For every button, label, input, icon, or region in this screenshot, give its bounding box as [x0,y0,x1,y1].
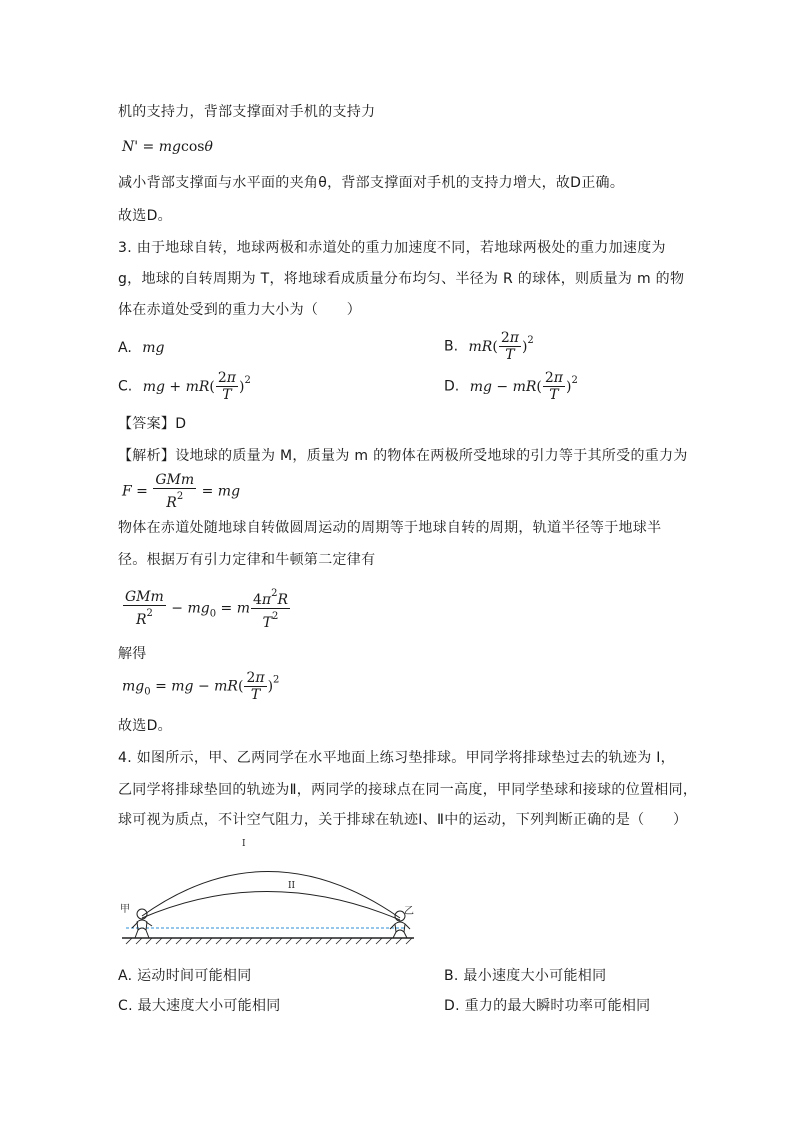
q3-stem-line-2: g，地球的自转周期为 T，将地球看成质量分布均匀、半径为 R 的球体，则质量为 m 的物 [118,271,685,287]
text-line-choose-d-1: 故选D。 [118,208,172,224]
q3-option-b-label: B. [444,338,459,355]
q3-stem-line-3: 体在赤道处受到的重力大小为（ ） [118,302,362,318]
equation-gravity-at-poles: F = $\frac{\text{GMm}}{R^2}$ = mg [122,472,241,511]
label-trajectory-1: I [242,839,246,849]
ground-hatching [126,938,412,944]
q3-option-c: C. mg + mR( $\frac{2\pi}{T}$ )$^2$ [118,370,251,403]
student-jia-figure [132,909,152,938]
text-solve: 解得 [118,646,147,662]
q4-option-b: B. 最小速度大小可能相同 [444,968,607,984]
q4-option-a: A. 运动时间可能相同 [118,968,252,984]
equation-result: $mg_0$ = mg − mR( $\frac{2\pi}{T}$ )$^2$ [122,670,280,703]
q4-stem-line-3: 球可视为质点，不计空气阻力，关于排球在轨迹Ⅰ、Ⅱ中的运动，下列判断正确的是（ ） [118,812,688,828]
q3-option-c-label: C. [118,378,133,395]
text-line-support-force: 机的支持力，背部支撑面对手机的支持力 [118,104,376,120]
q3-answer: 【答案】D [118,416,187,432]
label-yi: 乙 [404,906,414,917]
volleyball-trajectory-figure [118,836,418,956]
q3-option-a: A. mg [118,340,165,356]
q3-option-b: B. mR( $\frac{2\pi}{T}$ )$^2$ [444,330,534,363]
equation-newton-second-law: $\frac{\text{GMm}}{R^2}$ − $mg_0 = m$ $\frac{4\pi^2R}{T^2}$ [125,588,289,631]
q4-stem-line-1: 4. 如图所示，甲、乙两同学在水平地面上练习垫排球。甲同学将排球垫过去的轨迹为 Ⅰ， [118,750,675,766]
q4-option-c: C. 最大速度大小可能相同 [118,998,281,1014]
equation-normal-force: N' = mgcosθ [122,139,213,155]
q4-option-d: D. 重力的最大瞬时功率可能相同 [444,998,651,1014]
trajectory-1-curve [142,871,400,918]
q3-option-a-label: A. [118,340,132,356]
q4-stem-line-2: 乙同学将排球垫回的轨迹为Ⅱ，两同学的接球点在同一高度，甲同学垫球和接球的位置相同， [118,782,698,798]
q3-stem-line-1: 3. 由于地球自转，地球两极和赤道处的重力加速度不同，若地球两极处的重力加速度为 [118,240,666,256]
q3-option-d: D. mg − mR( $\frac{2\pi}{T}$ )$^2$ [444,370,578,403]
q3-analysis-line-3: 径。根据万有引力定律和牛顿第二定律有 [118,552,376,568]
text-line-reduce-angle: 减小背部支撑面与水平面的夹角θ，背部支撑面对手机的支持力增大，故D正确。 [118,175,625,191]
label-trajectory-2: II [288,881,296,891]
trajectory-2-curve [142,891,400,920]
q3-option-d-label: D. [444,378,460,395]
q3-analysis-line-2: 物体在赤道处随地球自转做圆周运动的周期等于地球自转的周期，轨道半径等于地球半 [118,520,662,536]
label-jia: 甲 [120,904,130,915]
text-choose-d-2: 故选D。 [118,718,172,734]
q3-analysis-line-1: 【解析】设地球的质量为 M，质量为 m 的物体在两极所受地球的引力等于其所受的重力为 [118,448,688,464]
